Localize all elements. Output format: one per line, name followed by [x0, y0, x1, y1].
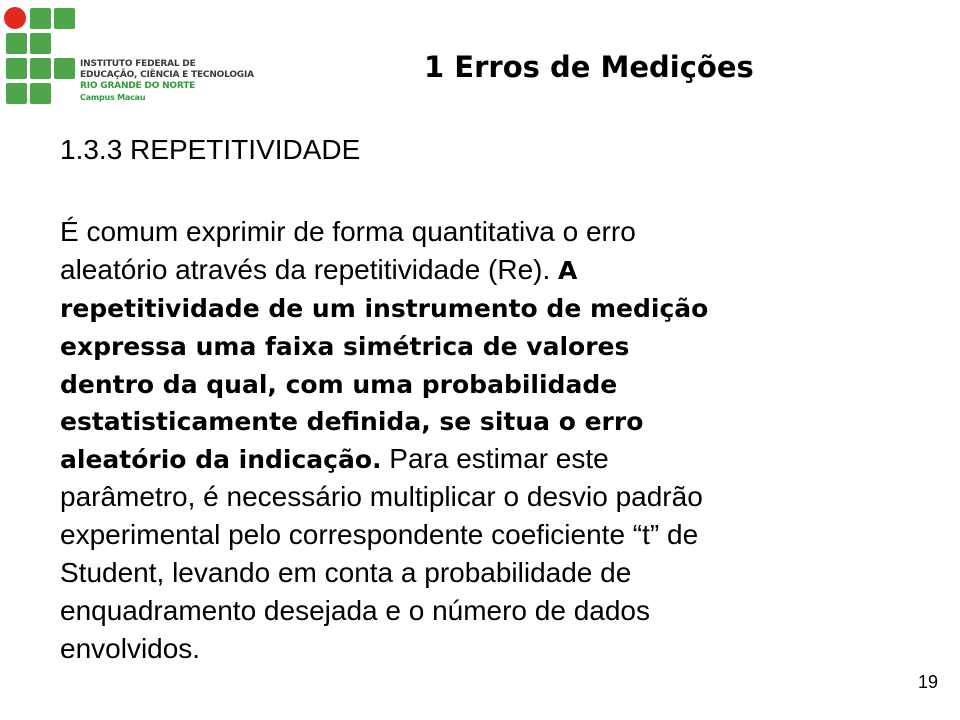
body-line: [60, 516, 860, 554]
body-text-normal: enquadramento desejada e o número de dados: [60, 594, 650, 626]
logo-square: [54, 8, 75, 29]
body-text-normal: experimental pelo correspondente coeficiente “t” de: [60, 519, 699, 551]
logo-line-education: EDUCAÇÃO, CIÊNCIA E TECNOLOGIA: [80, 70, 254, 80]
body-text-bold: A: [558, 255, 578, 285]
body-line: [60, 402, 860, 440]
body-text-bold: estatisticamente definida, se situa o erro: [60, 407, 644, 437]
logo-square: [30, 58, 51, 79]
logo-square: [30, 83, 51, 104]
body-line: [60, 592, 860, 630]
body-text-normal: É comum exprimir de forma quantitativa o erro: [60, 216, 636, 247]
logo-square: [30, 33, 51, 54]
body-text-bold: repetitividade de um instrumento de medição: [60, 293, 709, 323]
body-line: [60, 327, 860, 365]
body-text-normal: envolvidos.: [60, 632, 201, 664]
logo-square: [54, 58, 75, 79]
body-line: [60, 213, 860, 251]
body-text-bold: dentro da qual, com uma probabilidade: [60, 369, 618, 399]
logo-square: [6, 83, 27, 104]
body-line: [60, 440, 860, 478]
institute-logo: [4, 6, 274, 114]
body-text-normal: parâmetro, é necessário multiplicar o desvio padrão: [60, 481, 703, 513]
body-line: [60, 630, 860, 668]
logo-line-campus: Campus Macau: [80, 93, 146, 102]
body-line: [60, 365, 860, 403]
body-text-bold: aleatório da indicação.: [60, 445, 382, 475]
logo-line-institute: INSTITUTO FEDERAL DE: [80, 59, 196, 69]
body-line: [60, 478, 860, 516]
logo-square: [6, 58, 27, 79]
body-text-bold: expressa uma faixa simétrica de valores: [60, 331, 630, 361]
body-text-normal: aleatório através da repetitividade (Re).: [60, 253, 559, 285]
logo-red-circle: [4, 7, 26, 29]
logo-square: [30, 8, 51, 29]
page-number: 19: [918, 672, 939, 692]
section-heading: 1.3.3 REPETITIVIDADE: [60, 134, 361, 165]
logo-line-state: RIO GRANDE DO NORTE: [80, 81, 196, 91]
slide-title: 1 Erros de Medições: [424, 50, 754, 84]
body-text-normal: Student, levando em conta a probabilidade de: [60, 557, 632, 589]
body-paragraph: [60, 213, 860, 668]
body-line: [60, 554, 860, 592]
institute-logo-icon: [4, 6, 80, 110]
body-line: [60, 251, 860, 289]
body-line: [60, 289, 860, 327]
body-text-normal: Para estimar este: [381, 443, 609, 475]
logo-text: [80, 59, 254, 103]
logo-square: [6, 33, 27, 54]
